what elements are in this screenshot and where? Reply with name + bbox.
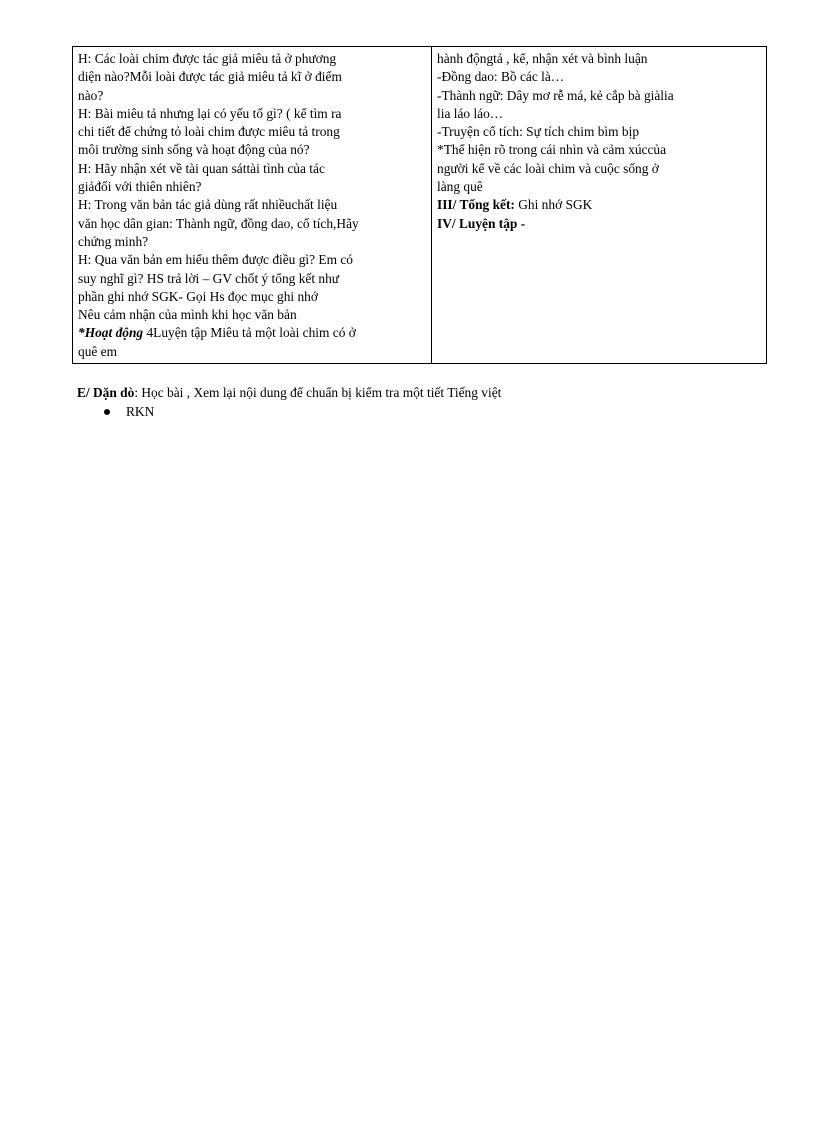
list-item: [104, 403, 154, 421]
homework-label: E/ Dặn dò: [77, 385, 135, 400]
question-line: văn học dân gian: Thành ngữ, đồng dao, cổ tích,Hãy: [78, 215, 359, 231]
activity-line: [78, 324, 426, 342]
lesson-table: [72, 46, 767, 364]
summary-line: [437, 196, 761, 214]
question-line: H: Bài miêu tả nhưng lại có yếu tố gì? ( kể tìm ra: [78, 105, 342, 121]
note-line: làng quê: [437, 179, 483, 195]
question-line: chứng minh?: [78, 233, 149, 249]
note-line: -Truyện cổ tích: Sự tích chim bìm bịp: [437, 124, 640, 140]
activity-label: *Hoạt động: [78, 325, 144, 341]
summary-text: Ghi nhớ SGK: [514, 197, 593, 213]
practice-heading: IV/ Luyện tập -: [437, 215, 526, 231]
activity-continuation: quê em: [78, 343, 118, 359]
question-line: phần ghi nhớ SGK- Gọi Hs đọc mục ghi nhớ: [78, 288, 318, 304]
question-line: giảđối với thiên nhiên?: [78, 179, 202, 195]
teacher-activities-cell: [73, 47, 432, 364]
question-line: H: Hãy nhận xét về tài quan sáttài tình của tác: [78, 160, 325, 176]
note-line: *Thể hiện rõ trong cái nhìn và cảm xúccủa: [437, 142, 667, 158]
note-line: -Đồng dao: Bồ các là…: [437, 69, 565, 85]
question-line: nào?: [78, 87, 104, 103]
question-line: Nêu cảm nhận của mình khi học văn bản: [78, 307, 297, 323]
question-line: diện nào?Mỗi loài được tác giả miêu tả kĩ ở điểm: [78, 69, 342, 85]
note-line: -Thành ngữ: Dây mơ rễ má, kẻ cắp bà giàlia: [437, 87, 674, 103]
question-line: suy nghĩ gì? HS trả lời – GV chốt ý tổng kết như: [78, 270, 340, 286]
summary-label: III/ Tổng kết:: [437, 197, 515, 213]
bullet-icon: [104, 409, 110, 415]
question-line: môi trường sinh sống và hoạt động của nó?: [78, 142, 310, 158]
question-line: H: Các loài chim được tác giả miêu tả ở phương: [78, 51, 337, 66]
bullet-text: RKN: [126, 404, 155, 419]
content-notes-cell: [432, 47, 767, 364]
question-line: H: Qua văn bản em hiểu thêm được điều gì? Em có: [78, 252, 354, 268]
note-line: hành độngtả , kể, nhận xét và bình luận: [437, 51, 648, 66]
table-row: [73, 47, 767, 364]
question-line: chi tiết để chứng tỏ loài chim được miêu tả trong: [78, 124, 340, 140]
question-line: H: Trong văn bản tác giả dùng rất nhiềuchất liệu: [78, 197, 338, 213]
homework-text: : Học bài , Xem lại nội dung để chuẩn bị kiểm tra một tiết Tiếng việt: [134, 385, 502, 400]
note-line: người kể về các loài chim và cuộc sống ở: [437, 160, 659, 176]
note-line: lia láo láo…: [437, 105, 504, 121]
homework-line: [77, 383, 501, 403]
activity-text: 4Luyện tập Miêu tả một loài chim có ở: [143, 325, 356, 341]
